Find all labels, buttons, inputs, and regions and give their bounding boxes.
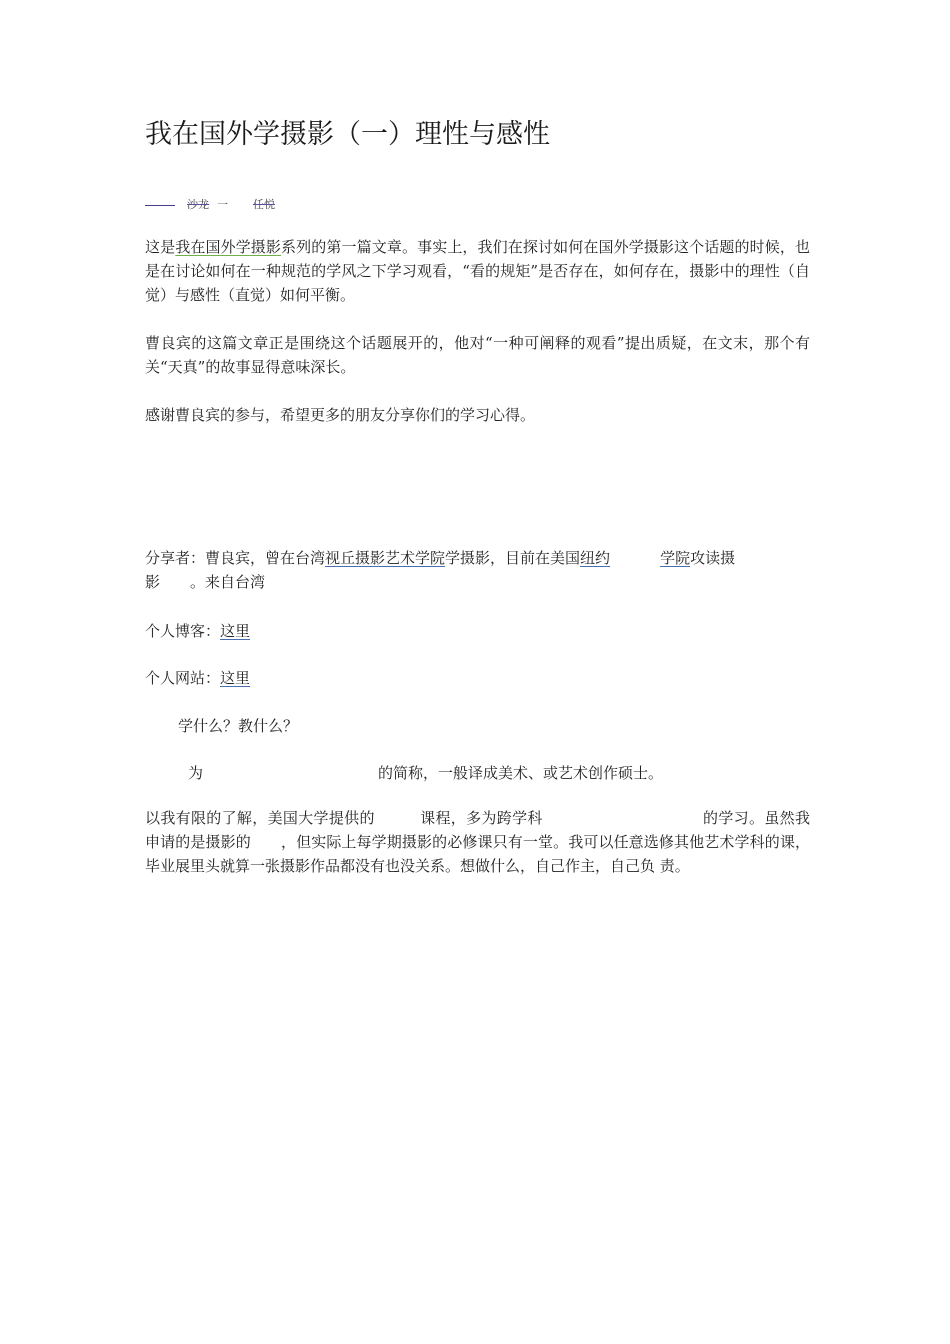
- sharer-suffix: 攻读摄: [690, 549, 736, 567]
- byline-rule: [145, 205, 175, 206]
- blog-line: [145, 619, 810, 643]
- byline: [145, 196, 345, 214]
- newyork-link-b: 学院: [660, 549, 691, 567]
- blog-link[interactable]: 这里: [220, 622, 251, 640]
- definition-line: [188, 761, 788, 785]
- body-b: 课程，多为跨学科: [419, 809, 543, 827]
- body-c: 的学习。虽然我申请的是摄影的: [145, 809, 810, 851]
- sharer-line2-b: 。来自台湾: [190, 573, 266, 591]
- intro-rest: 系列的第一篇文章。事实上，我们在探讨如何在国外学摄影这个话题的时候，也是在讨论如何在一种规范的学风之下学习观看，“看的规矩”是否存在，如何存在，摄影中的理性（自觉）与感性（直觉）如何平衡。: [145, 238, 810, 304]
- byline-dash: 一: [217, 198, 228, 211]
- article-title: 我在国外学摄影（一）理性与感性: [145, 119, 550, 150]
- series-link[interactable]: 我在国外学摄影: [175, 238, 282, 256]
- sharer-line2-a: 影: [145, 573, 161, 591]
- blog-label: 个人博客：: [145, 622, 221, 640]
- section-heading: 学什么？教什么？: [178, 717, 299, 735]
- newyork-link-a: 纽约: [580, 549, 611, 567]
- body-paragraph: [145, 806, 810, 878]
- definition-suffix: 的简称，一般译成美术、或艺术创作硕士。: [378, 764, 664, 782]
- school-link[interactable]: 视丘摄影艺术学院: [325, 549, 446, 567]
- sharer-paragraph: [145, 546, 810, 594]
- intro-paragraph: [145, 235, 810, 307]
- byline-source[interactable]: 沙龙: [187, 198, 209, 211]
- byline-author[interactable]: 任悦: [253, 198, 275, 211]
- body-a: 以我有限的了解，美国大学提供的: [145, 809, 375, 827]
- body-d: ，但实际上每学期摄影的必修课只有一堂。我可以任意选修其他艺术学科的课，毕业展里头就算一张摄影作品都没有也没关系。想做什么，自己作主，自己负 责。: [145, 833, 810, 875]
- definition-prefix: 为: [188, 764, 204, 782]
- second-paragraph: 曹良宾的这篇文章正是围绕这个话题展开的，他对“一种可阐释的观看”提出质疑，在文末，那个有关“天真”的故事显得意味深长。: [145, 334, 810, 376]
- thanks-paragraph: 感谢曹良宾的参与，希望更多的朋友分享你们的学习心得。: [145, 406, 536, 424]
- sharer-middle: 学摄影，目前在美国: [445, 549, 581, 567]
- intro-prefix: 这是: [145, 238, 176, 256]
- website-link[interactable]: 这里: [220, 669, 251, 687]
- website-label: 个人网站：: [145, 669, 221, 687]
- newyork-link[interactable]: [580, 549, 690, 567]
- website-line: [145, 666, 810, 690]
- sharer-prefix: 分享者：曹良宾，曾在台湾: [145, 549, 326, 567]
